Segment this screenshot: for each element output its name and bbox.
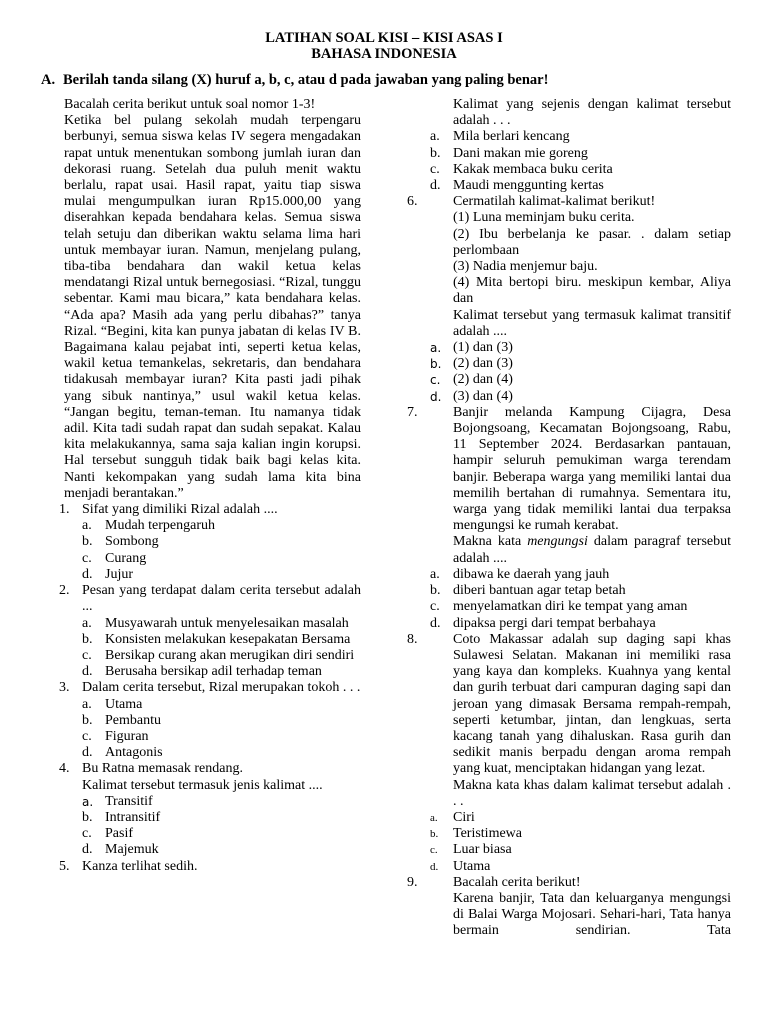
option-text: Sombong xyxy=(105,534,159,550)
option-letter: a. xyxy=(430,811,438,824)
question-text: Cermatilah kalimat-kalimat berikut! xyxy=(453,194,656,210)
option-letter: b. xyxy=(82,534,93,550)
option-letter: d. xyxy=(82,842,93,858)
option-letter: b. xyxy=(82,631,93,647)
question-4 xyxy=(59,761,361,858)
option-letter: c. xyxy=(82,728,92,744)
option-text: Majemuk xyxy=(105,842,159,858)
option-text: Ciri xyxy=(453,809,475,825)
worksheet-subject: BAHASA INDONESIA xyxy=(311,46,457,62)
questions-left xyxy=(59,502,361,875)
question-number: 8. xyxy=(407,631,418,647)
option-d[interactable] xyxy=(430,389,731,405)
question-text: Dalam cerita tersebut, Rizal merupakan tokoh . . . xyxy=(82,680,361,696)
option-a[interactable] xyxy=(82,794,361,810)
section-letter: A. xyxy=(41,72,56,88)
option-c[interactable] xyxy=(430,162,731,178)
option-letter: a. xyxy=(430,566,440,582)
option-letter: b. xyxy=(430,357,442,372)
question-text: Bacalah cerita berikut! xyxy=(453,874,581,890)
option-c[interactable] xyxy=(430,372,731,388)
question-8 xyxy=(407,632,731,810)
option-text: (1) dan (3) xyxy=(453,340,513,356)
option-b[interactable] xyxy=(430,826,731,842)
option-b[interactable] xyxy=(82,810,361,826)
question-text: Sifat yang dimiliki Rizal adalah .... xyxy=(82,502,278,518)
option-text: Berusaha bersikap adil terhadap teman xyxy=(105,664,322,680)
question-number: 3. xyxy=(59,680,70,696)
option-letter: c. xyxy=(82,647,92,663)
option-text: (3) dan (4) xyxy=(453,388,513,404)
option-letter: b. xyxy=(82,809,93,825)
option-text: Jujur xyxy=(105,566,133,582)
option-a[interactable] xyxy=(82,518,361,534)
option-letter: d. xyxy=(430,389,442,404)
option-letter: c. xyxy=(430,599,440,615)
question-number: 6. xyxy=(407,194,418,210)
question-text: Kanza terlihat sedih. xyxy=(82,858,198,874)
question-1 xyxy=(59,502,361,583)
option-text: Pembantu xyxy=(105,712,161,728)
option-d[interactable] xyxy=(82,664,361,680)
question-2 xyxy=(59,583,361,680)
option-list xyxy=(430,567,731,632)
option-a[interactable] xyxy=(82,616,361,632)
option-b[interactable] xyxy=(82,632,361,648)
question-prompt: Kalimat tersebut yang termasuk kalimat transitif adalah .... xyxy=(453,307,731,339)
option-text: Bersikap curang akan merugikan diri sendiri xyxy=(105,647,355,663)
worksheet-title: LATIHAN SOAL KISI – KISI ASAS I xyxy=(265,30,503,46)
story-intro: Bacalah cerita berikut untuk soal nomor 1-3! xyxy=(64,97,316,112)
option-letter: a. xyxy=(430,341,442,356)
sentence-1: (1) Luna meminjam buku cerita. xyxy=(453,210,635,226)
question-text: Bu Ratna memasak rendang. xyxy=(82,761,243,777)
option-d[interactable] xyxy=(430,178,731,194)
option-text: Pasif xyxy=(105,826,133,842)
option-text: dibawa ke daerah yang jauh xyxy=(453,566,610,582)
option-list xyxy=(430,340,731,405)
option-text: Maudi menggunting kertas xyxy=(453,178,604,194)
option-c[interactable] xyxy=(430,599,731,615)
section-instruction xyxy=(41,71,548,89)
sentence-2: (2) Ibu berbelanja ke pasar. . dalam setiap perlombaan xyxy=(453,226,731,258)
option-list xyxy=(82,697,361,762)
question-passage: Banjir melanda Kampung Cijagra, Desa Bojongsoang, Kecamatan Bojongsoang, Rabu, 11 September 2024. Berdasarkan pantauan, hampir seluruh pemukiman warga terendam banjir. Beberapa warga yang memiliki lantai dua memilih bertahan di rumahnya. Sementara itu, warga yang tidak memiliki lantai dua terpaksa mengungsi ke rumah kerabat. xyxy=(453,404,731,534)
option-text: Luar biasa xyxy=(453,842,512,858)
option-text: Dani makan mie goreng xyxy=(453,145,588,161)
prompt-keyword: mengungsi xyxy=(527,534,588,550)
option-a[interactable] xyxy=(430,129,731,145)
option-text: Curang xyxy=(105,550,147,566)
option-list xyxy=(82,794,361,859)
question-text: Pesan yang terdapat dalam cerita tersebut adalah ... xyxy=(82,583,361,615)
option-text: (2) dan (4) xyxy=(453,372,513,388)
question-prompt: Kalimat yang sejenis dengan kalimat tersebut adalah . . . xyxy=(453,97,731,129)
question-number: 7. xyxy=(407,404,418,420)
question-5 xyxy=(59,859,361,875)
option-c[interactable] xyxy=(82,648,361,664)
question-number: 9. xyxy=(407,874,418,890)
option-letter: a. xyxy=(82,518,92,534)
option-letter: b. xyxy=(430,145,441,161)
question-5-continued xyxy=(453,97,731,129)
option-b[interactable] xyxy=(430,356,731,372)
option-a[interactable] xyxy=(430,810,731,826)
option-letter: c. xyxy=(430,161,440,177)
instruction-text: Berilah tanda silang (X) huruf a, b, c, atau d pada jawaban yang paling benar! xyxy=(63,72,549,88)
option-text: (2) dan (3) xyxy=(453,356,513,372)
option-text: menyelamatkan diri ke tempat yang aman xyxy=(453,599,688,615)
sentence-3: (3) Nadia menjemur baju. xyxy=(453,259,598,275)
option-letter: d. xyxy=(430,860,439,873)
question-number: 4. xyxy=(59,761,70,777)
option-letter: a. xyxy=(82,794,94,809)
option-c[interactable] xyxy=(82,826,361,842)
left-column xyxy=(59,97,361,875)
option-letter: c. xyxy=(82,550,92,566)
question-number: 2. xyxy=(59,583,70,599)
option-letter: b. xyxy=(430,583,441,599)
option-letter: d. xyxy=(82,664,93,680)
option-text: Utama xyxy=(105,696,143,712)
option-b[interactable] xyxy=(430,146,731,162)
option-text: dipaksa pergi dari tempat berbahaya xyxy=(453,615,656,631)
option-c[interactable] xyxy=(82,729,361,745)
question-number: 1. xyxy=(59,502,70,518)
option-letter: c. xyxy=(430,373,441,388)
question-9 xyxy=(407,875,731,940)
option-list xyxy=(430,129,731,194)
option-c[interactable] xyxy=(82,551,361,567)
prompt-part: Makna kata xyxy=(453,534,522,550)
option-letter: b. xyxy=(430,828,439,841)
question-7 xyxy=(407,405,731,567)
option-d[interactable] xyxy=(430,859,731,875)
question-prompt: Makna kata khas dalam kalimat tersebut adalah . . . xyxy=(453,777,731,809)
story-text: Ketika bel pulang sekolah mudah terpengaru berbunyi, semua siswa kelas IV segera mengadakan rapat untuk menentukan sombong jumlah iuran dan dekorasi ruang. Setelah dua puluh menit waktu berlalu, rapat usai. Hasil rapat, yaitu tiap siswa mulai mengumpulkan iuran Rp15.000,00 yang diserahkan kepada bendahara kelas. Semua siswa telah setuju dan diberikan waktu selama lima hari untuk membayar iuran. Namun, menjelang pulang, tiba-tiba bendahara dan wakil ketua kelas mendatangi Rizal untuk bernegosiasi. “Rizal, tunggu sebentar. Kami mau bicara,” kata bendahara kelas. “Ada apa? Masih ada yang perlu dibahas?” tanya Rizal. “Begini, kita kan punya jabatan di kelas IV B. Bagaimana kalau pejabat inti, seperti ketua kelas, wakil ketua temankelas, sekretaris, dan bendahara tidakusah membayar iuran? Kita pasti jadi pihak yang sibuk nantinya,” usul wakil ketua kelas. “Jangan begitu, teman-teman. Itu namanya tidak adil. Kita tadi sudah rapat dan sudah sepakat. Kalau kita melakukannya, sama saja kalian ingin korupsi. Hal tersebut sungguh tidak baik bagi kelas kita. Nanti kekompakan yang sudah lama kita bina menjadi berantakan.” xyxy=(64,113,361,501)
option-text: Konsisten melakukan kesepakatan Bersama xyxy=(105,631,351,647)
option-a[interactable] xyxy=(430,567,731,583)
option-text: Intransitif xyxy=(105,809,161,825)
question-prompt xyxy=(453,534,731,566)
question-3 xyxy=(59,680,361,761)
option-text: Mila berlari kencang xyxy=(453,129,570,145)
option-b[interactable] xyxy=(82,713,361,729)
option-d[interactable] xyxy=(82,745,361,761)
option-text: Teristimewa xyxy=(453,826,522,842)
question-number: 5. xyxy=(59,858,70,874)
right-column xyxy=(407,97,731,940)
question-passage: Coto Makassar adalah sup daging sapi khas Sulawesi Selatan. Makanan ini memiliki rasa yang kaya dan kompleks. Kuahnya yang kental dan gurih terbuat dari campuran daging sapi dan jeroan yang dimasak Bersama rempah-rempah, seperti ketumbar, jintan, dan lengkuas, serta kacang tanah yang dihaluskan. Rasa gurih dan sedikit manis berpadu dengan aroma rempah yang kuat, menciptakan hidangan yang lezat. xyxy=(453,631,731,777)
option-letter: a. xyxy=(430,129,440,145)
option-letter: a. xyxy=(82,696,92,712)
option-text: Utama xyxy=(453,858,491,874)
option-text: Musyawarah untuk menyelesaikan masalah xyxy=(105,615,349,631)
option-text: Figuran xyxy=(105,728,149,744)
option-letter: d. xyxy=(82,745,93,761)
option-letter: b. xyxy=(82,712,93,728)
option-letter: c. xyxy=(430,844,438,857)
option-list xyxy=(430,810,731,875)
prompt-part: dalam paragraf tersebut adalah .... xyxy=(453,534,731,566)
option-letter: d. xyxy=(430,615,441,631)
option-b[interactable] xyxy=(82,534,361,550)
option-b[interactable] xyxy=(430,583,731,599)
option-a[interactable] xyxy=(430,340,731,356)
question-6 xyxy=(407,194,731,340)
option-text: Antagonis xyxy=(105,745,163,761)
option-d[interactable] xyxy=(82,842,361,858)
option-letter: a. xyxy=(82,615,92,631)
option-a[interactable] xyxy=(82,697,361,713)
option-d[interactable] xyxy=(82,567,361,583)
option-letter: d. xyxy=(82,566,93,582)
option-text: Mudah terpengaruh xyxy=(105,518,216,534)
question-prompt: Kalimat tersebut termasuk jenis kalimat .... xyxy=(82,777,323,793)
option-c[interactable] xyxy=(430,842,731,858)
option-letter: d. xyxy=(430,178,441,194)
sentence-4: (4) Mita bertopi biru. meskipun kembar, Aliya dan xyxy=(453,275,731,307)
option-text: Transitif xyxy=(105,793,153,809)
option-list xyxy=(82,518,361,583)
option-letter: c. xyxy=(82,826,92,842)
option-text: Kakak membaca buku cerita xyxy=(453,161,613,177)
option-d[interactable] xyxy=(430,616,731,632)
question-passage: Karena banjir, Tata dan keluarganya mengungsi di Balai Warga Mojosari. Sehari-hari, Tata hanya bermain sendirian. Tata xyxy=(453,890,731,939)
option-list xyxy=(82,616,361,681)
option-text: diberi bantuan agar tetap betah xyxy=(453,583,626,599)
